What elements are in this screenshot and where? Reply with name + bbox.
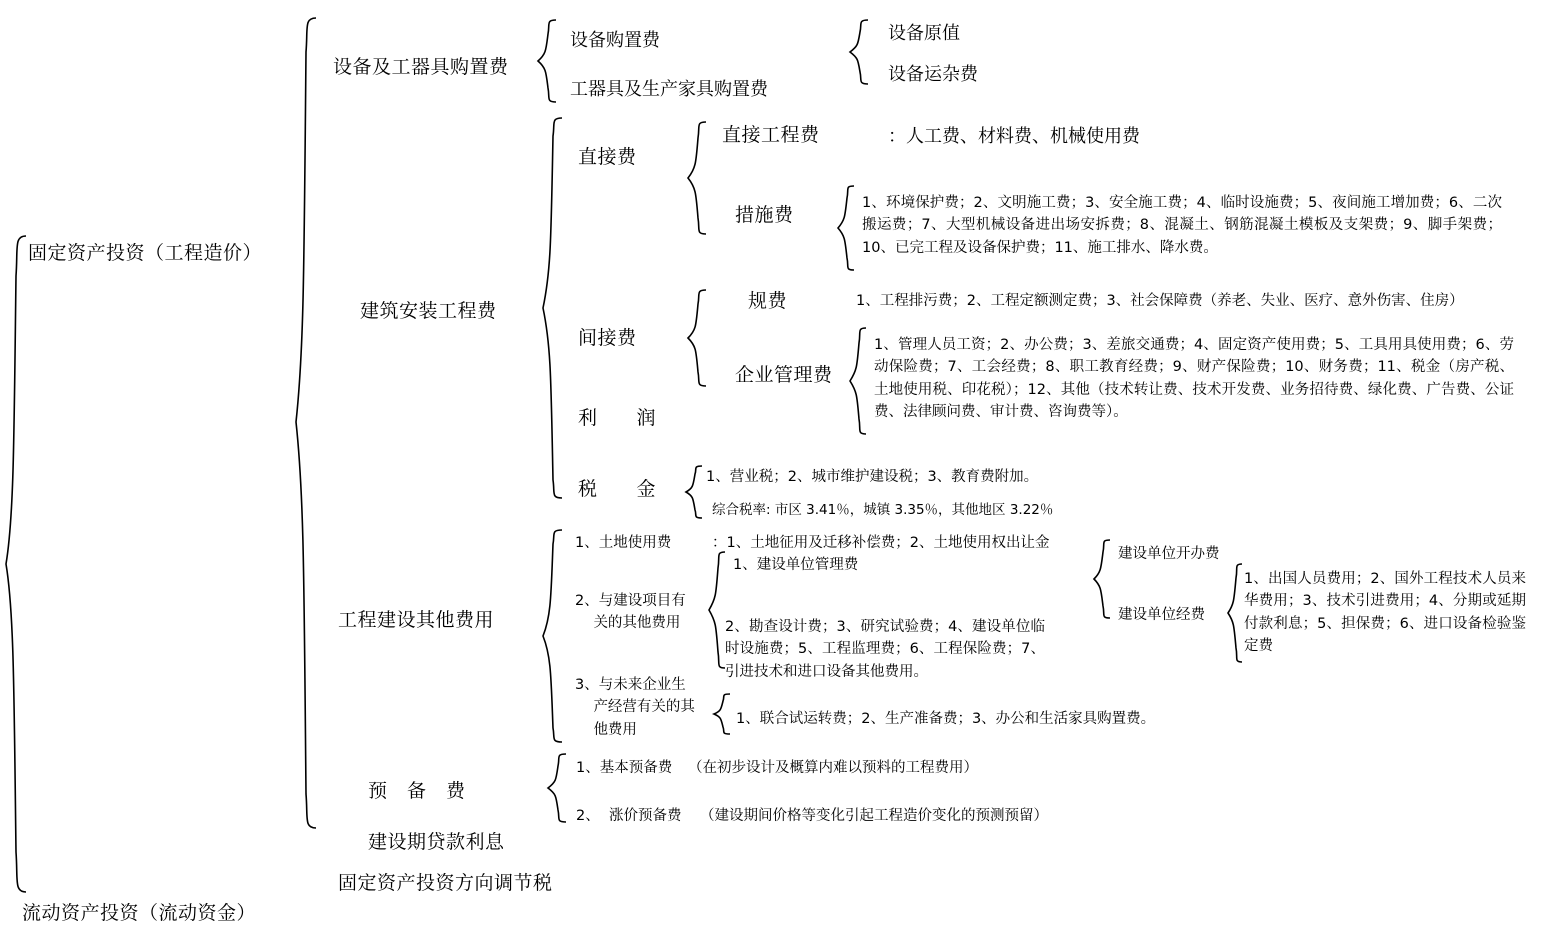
construction-profit-label: 利 润 [578, 407, 657, 429]
indirect-fees-detail: 1、工程排污费；2、工程定额测定费；3、社会保障费（养老、失业、医疗、意外伤害、住房） [856, 293, 1464, 309]
other-item-3-detail: 1、联合试运转费；2、生产准备费；3、办公和生活家具购置费。 [736, 711, 1156, 727]
direct-engineering-detail: ：人工费、材料费、机械使用费 [888, 126, 1140, 147]
level1-other-label: 工程建设其他费用 [338, 609, 495, 631]
reserve-item-2-detail: （建设期间价格等变化引起工程造价变化的预测预留） [700, 808, 1048, 824]
equipment-item-0: 设备购置费 [570, 30, 660, 51]
brace-other-item2-sub2 [1226, 564, 1244, 662]
indirect-management-detail: 1、管理人员工资；2、办公费；3、差旅交通费；4、固定资产使用费；5、工具用具使用费；6、劳动保险费；7、工会经费；8、职工教育经费；9、财产保险费；10、财务费；11、税金（房产税、土地使用税、印花税）；12、其他（技术转让费、技术开发费、业务招待费、绿化费、广告费、公证费、法律顾问费、审计费、咨询费等）。 [874, 337, 1514, 421]
tax-detail: 1、营业税；2、城市维护建设税；3、教育费附加。 [706, 469, 1039, 485]
other-item-1: 1、土地使用费 [575, 535, 672, 551]
construction-indirect-label: 间接费 [578, 327, 637, 349]
tax-rate-detail: 综合税率: 市区 3.41％，城镇 3.35％，其他地区 3.22％ [712, 502, 1054, 518]
equipment-sub-0: 设备原值 [888, 23, 960, 44]
reserve-item-2: 2、 涨价预备费 [576, 808, 682, 824]
other-item-2: 2、与建设项目有 关的其他费用 [575, 593, 686, 632]
brace-level1 [292, 18, 318, 828]
direct-measures-label: 措施费 [735, 204, 794, 226]
brace-tax [684, 466, 704, 518]
other-item-2-sub-2: 建设单位经费 [1118, 607, 1205, 623]
other-item-2-sub-1: 建设单位开办费 [1118, 546, 1220, 562]
reserve-item-1-detail: （在初步设计及概算内难以预料的工程费用） [688, 760, 978, 776]
brace-other-item3 [712, 694, 732, 734]
brace-construction [540, 118, 564, 498]
brace-equipment-sub [848, 20, 870, 84]
other-item-2-sub-2-detail: 1、出国人员费用；2、国外工程技术人员来华费用；3、技术引进费用；4、分期或延期付款利息；5、担保费；6、进口设备检验鉴定费 [1244, 571, 1526, 655]
construction-tax-label: 税 金 [578, 478, 657, 500]
reserve-item-1: 1、基本预备费 [576, 760, 673, 776]
brace-reserve [546, 754, 568, 822]
direct-engineering-label: 直接工程费 [722, 124, 820, 146]
brace-indirect [686, 290, 708, 386]
brace-management [848, 328, 868, 434]
equipment-sub-1: 设备运杂费 [888, 64, 978, 85]
other-item-2-detail-1: 1、建设单位管理费 [733, 557, 859, 573]
brace-root [2, 236, 28, 896]
level1-reserve-label: 预 备 费 [368, 780, 466, 802]
root-secondary-label: 流动资产投资（流动资金） [22, 902, 257, 924]
level1-loan-interest-label: 建设期贷款利息 [368, 831, 505, 853]
level1-adjust-tax-label: 固定资产投资方向调节税 [338, 872, 553, 894]
brace-measures [836, 186, 856, 270]
direct-measures-detail: 1、环境保护费；2、文明施工费；3、安全施工费；4、临时设施费；5、夜间施工增加费；6、二次搬运费；7、大型机械设备进出场安拆费；8、混凝土、钢筋混凝土模板及支架费；9、脚手架费；10、已完工程及设备保护费；11、施工排水、降水费。 [862, 195, 1502, 256]
other-item-1-detail: ：1、土地征用及迁移补偿费；2、土地使用权出让金 [712, 535, 1050, 551]
level1-equipment-label: 设备及工器具购置费 [333, 56, 509, 78]
brace-other [540, 530, 564, 742]
indirect-fees-label: 规费 [748, 290, 788, 312]
construction-direct-label: 直接费 [578, 146, 637, 168]
brace-direct [686, 122, 708, 234]
brace-other-item2-sub [1092, 540, 1112, 618]
root-label: 固定资产投资（工程造价） [28, 242, 263, 264]
indirect-management-label: 企业管理费 [735, 364, 833, 386]
brace-equipment [536, 20, 558, 102]
brace-other-item2 [707, 552, 727, 668]
equipment-item-1: 工器具及生产家具购置费 [570, 79, 768, 100]
other-item-3: 3、与未来企业生 产经营有关的其 他费用 [575, 677, 695, 738]
level1-construction-label: 建筑安装工程费 [360, 300, 497, 322]
other-item-2-detail-2: 2、勘查设计费；3、研究试验费；4、建设单位临时设施费；5、工程监理费；6、工程保险费；7、引进技术和进口设备其他费用。 [725, 619, 1045, 680]
